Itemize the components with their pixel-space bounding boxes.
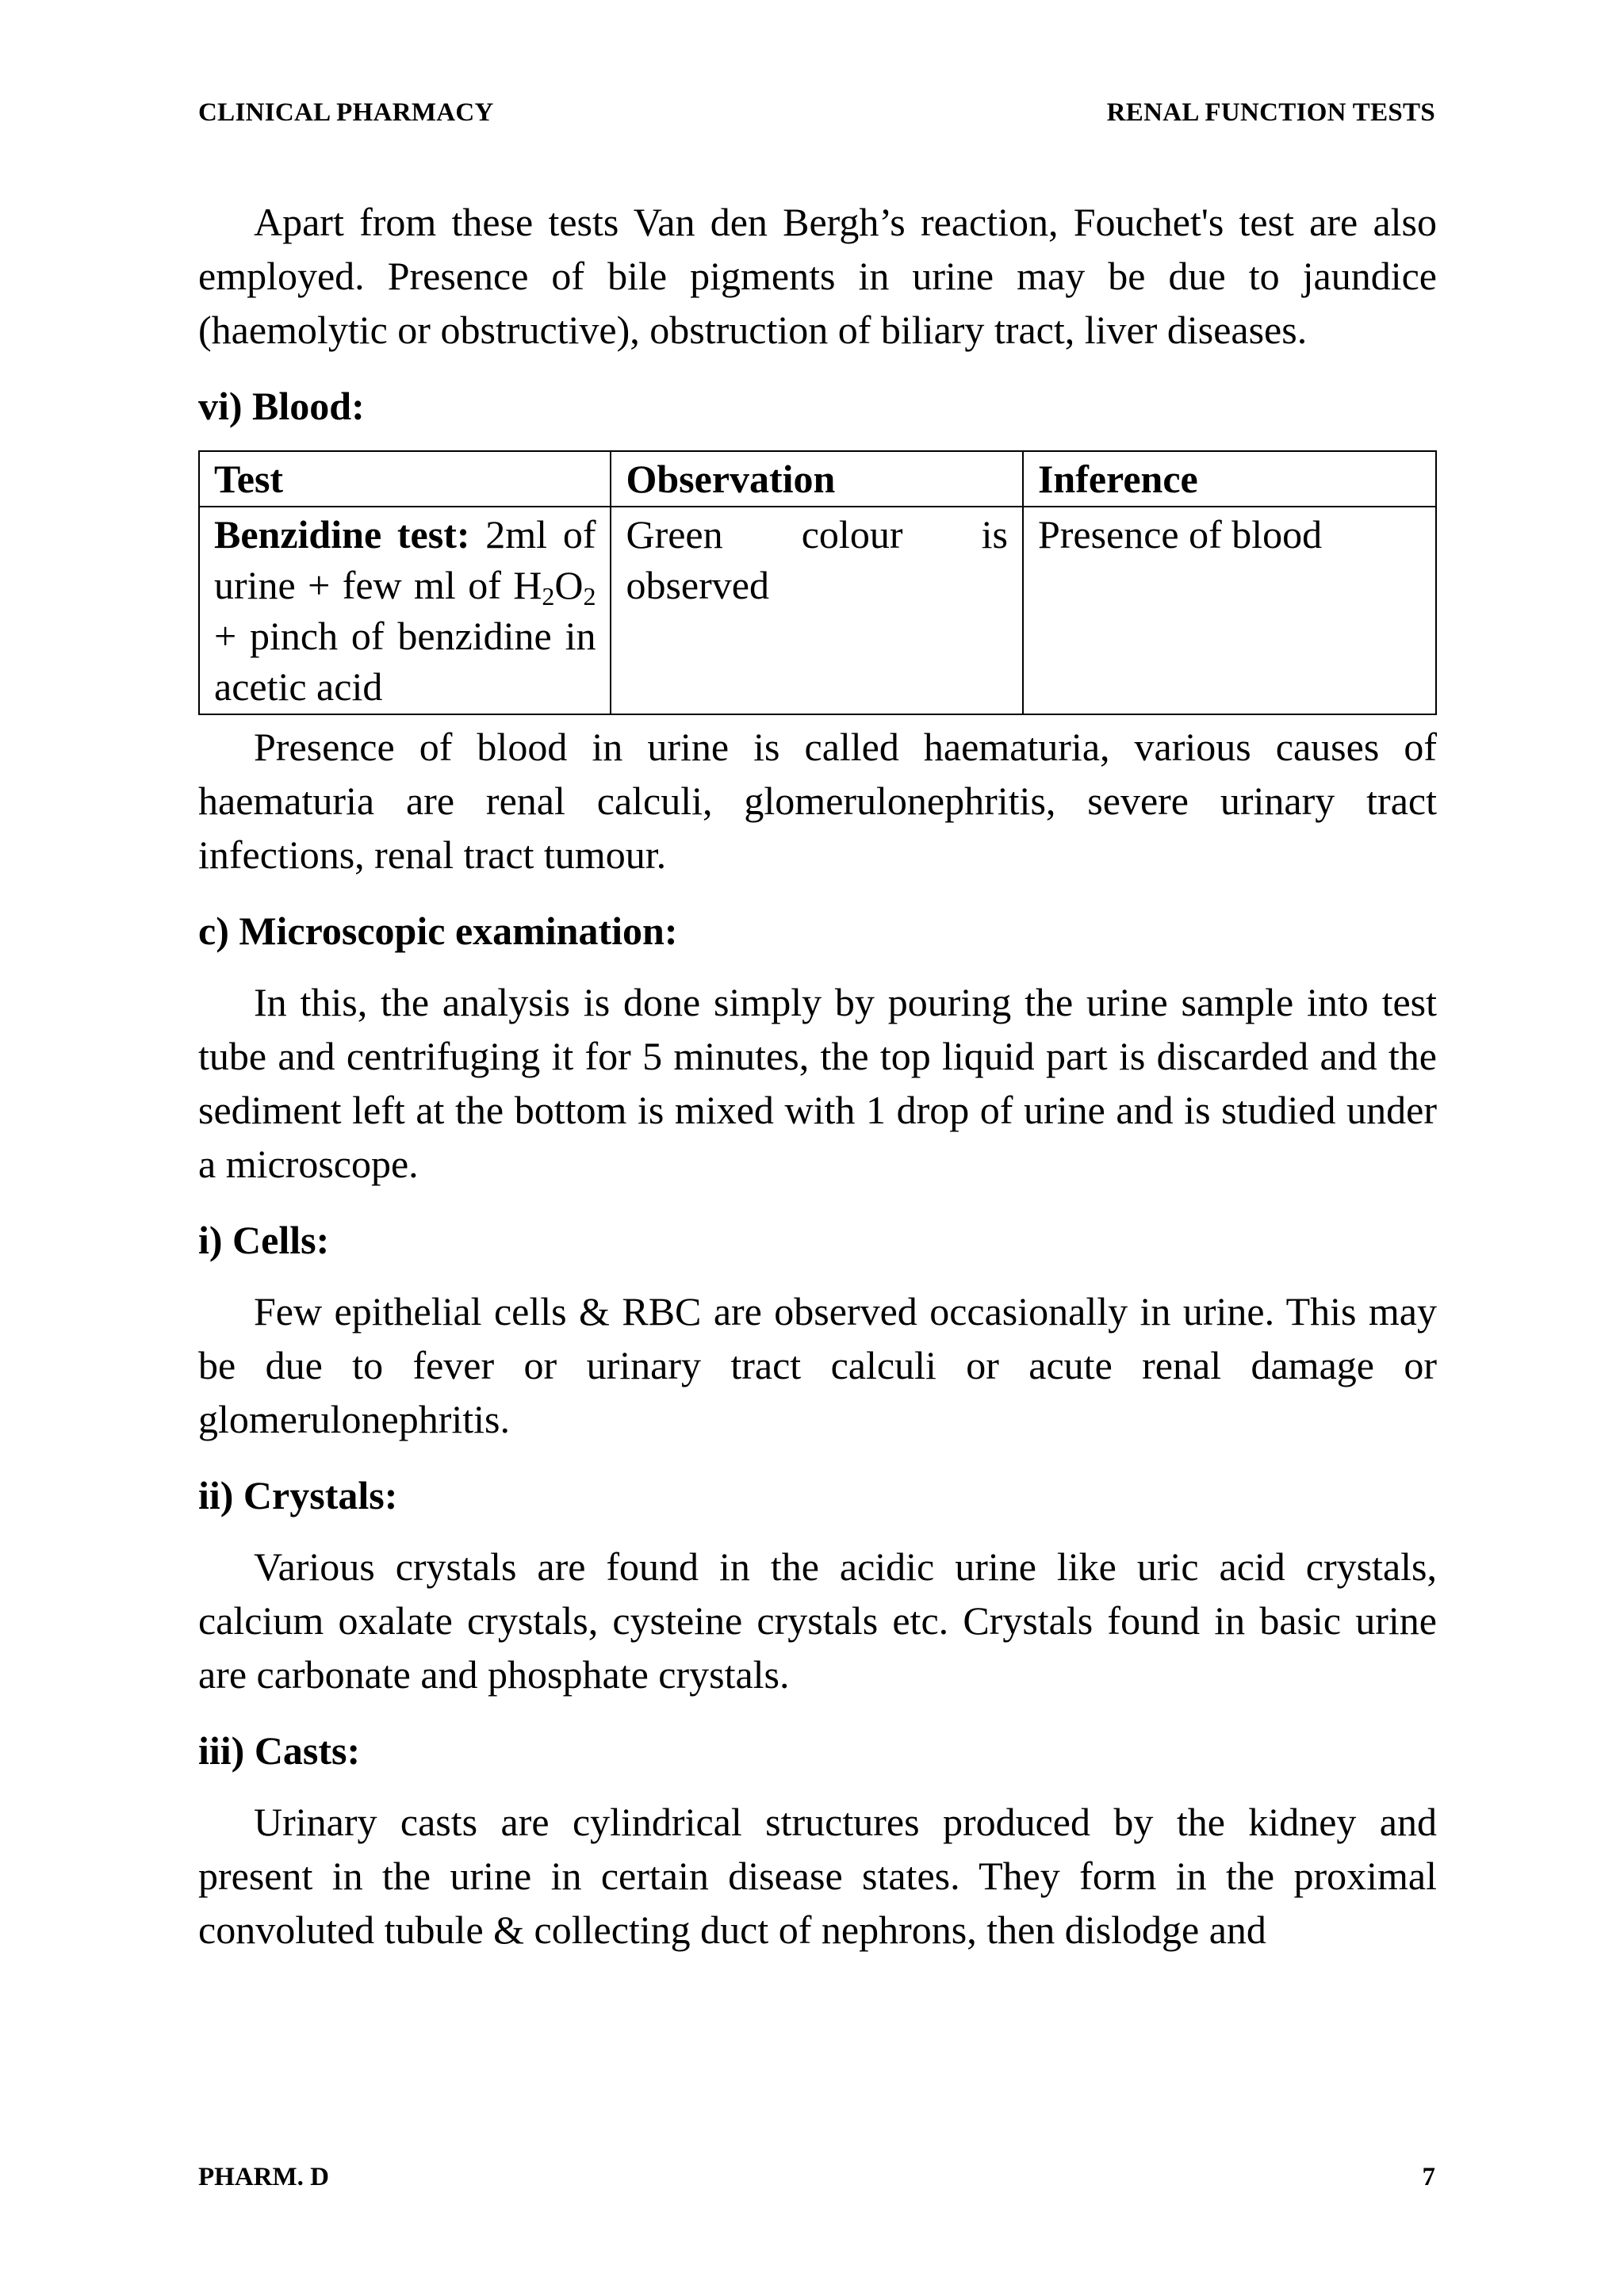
test-name: Benzidine test:	[214, 512, 470, 557]
paragraph-microscopic: In this, the analysis is done simply by pouring the urine sample into test tube and centrifuging it for 5 minutes, the top liquid part is discarded and the sediment left at the bottom is mixed with 1 drop of urine and is studied under a microscope.	[198, 980, 1437, 1186]
running-footer	[198, 2163, 1435, 2192]
paragraph-bile-pigments: Apart from these tests Van den Bergh’s reaction, Fouchet's test are also employed. Presence of bile pigments in urine may be due to jaundice (haemolytic or obstructive), obstruction of biliary tract, liver diseases.	[198, 200, 1437, 352]
page-body	[198, 195, 1437, 1979]
cell-inference: Presence of blood	[1023, 507, 1436, 714]
table-header-observation: Observation	[611, 451, 1022, 507]
subscript-1: 2	[542, 582, 555, 610]
test-text-2: O	[554, 563, 584, 607]
paragraph-haematuria: Presence of blood in urine is called haematuria, various causes of haematuria are renal calculi, glomerulonephritis, severe urinary tract infections, renal tract tumour.	[198, 725, 1437, 877]
heading-cells: i) Cells:	[198, 1218, 330, 1262]
test-text-3: + pinch of benzidine in acetic acid	[214, 614, 596, 709]
cell-test	[199, 507, 611, 714]
table-header-test: Test	[199, 451, 611, 507]
heading-crystals: ii) Crystals:	[198, 1473, 398, 1517]
table-row	[199, 507, 1436, 714]
cell-observation: Green colour is observed	[611, 507, 1022, 714]
footer-left: PHARM. D	[198, 2163, 329, 2191]
paragraph-casts: Urinary casts are cylindrical structures produced by the kidney and present in the urine in certain disease states. They form in the proximal convoluted tubule & collecting duct of nephrons, then dislodge and	[198, 1800, 1437, 1952]
blood-test-table	[198, 450, 1437, 715]
header-right: RENAL FUNCTION TESTS	[1106, 98, 1435, 127]
header-left: CLINICAL PHARMACY	[198, 98, 494, 127]
heading-microscopic: c) Microscopic examination:	[198, 909, 678, 953]
heading-blood: vi) Blood:	[198, 384, 365, 428]
test-text-1: 2ml of urine + few ml of H	[214, 512, 596, 607]
table-header-row	[199, 451, 1436, 507]
table-header-inference: Inference	[1023, 451, 1436, 507]
subscript-2: 2	[583, 582, 596, 610]
running-header	[198, 98, 1435, 128]
paragraph-cells: Few epithelial cells & RBC are observed occasionally in urine. This may be due to fever or urinary tract calculi or acute renal damage or glomerulonephritis.	[198, 1289, 1437, 1441]
heading-casts: iii) Casts:	[198, 1728, 361, 1773]
paragraph-crystals: Various crystals are found in the acidic urine like uric acid crystals, calcium oxalate crystals, cysteine crystals etc. Crystals found in basic urine are carbonate and phosphate crystals.	[198, 1544, 1437, 1697]
page-number: 7	[1422, 2163, 1435, 2191]
